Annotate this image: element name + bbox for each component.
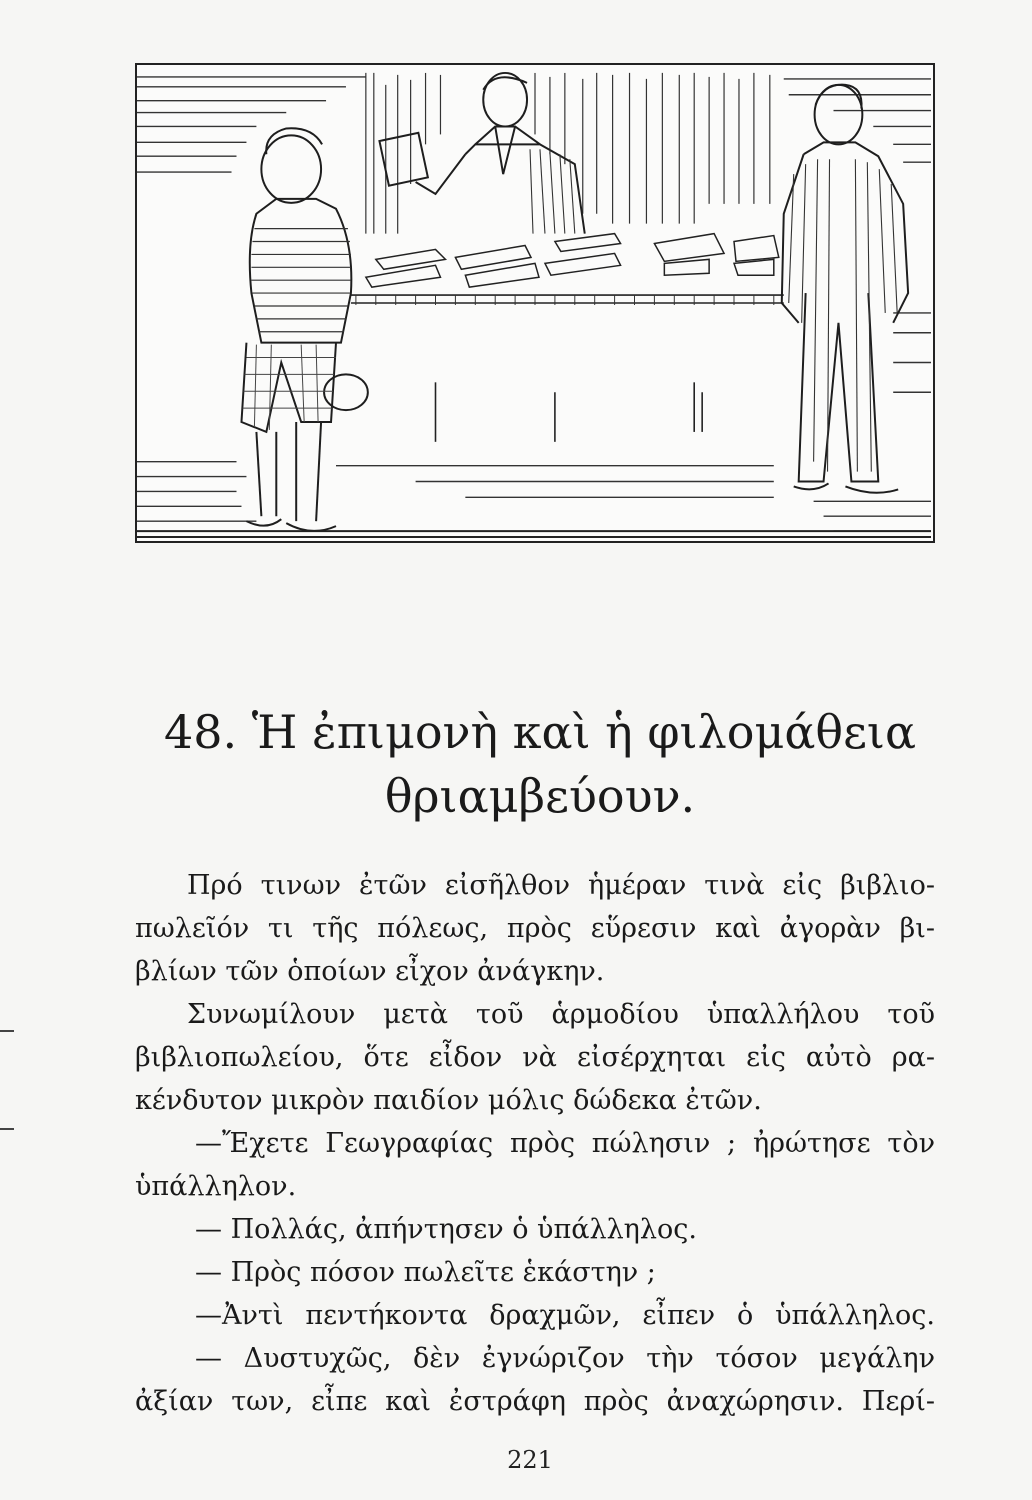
chapter-title-line-1: 48. Ἡ ἐπιμονὴ καὶ ἡ φιλομάθεια xyxy=(163,705,917,759)
books-on-counter xyxy=(366,234,779,288)
text-line: Συνωμίλουν μετὰ τοῦ ἁρμοδίου ὑπαλλήλου τοῦ xyxy=(187,999,935,1030)
text-line: — Πρὸς πόσον πωλεῖτε ἑκάστην ; xyxy=(195,1257,656,1288)
floor xyxy=(137,531,931,537)
counter xyxy=(351,295,784,442)
bookshop-drawing xyxy=(137,65,933,541)
page-number: 221 xyxy=(507,1446,553,1474)
text-line: Πρό τινων ἐτῶν εἰσῆλθον ἡμέραν τινὰ εἰς βιβλιο- xyxy=(187,870,935,901)
binding-mark xyxy=(0,1030,14,1032)
text-line: βλίων τῶν ὁποίων εἶχον ἀνάγκην. xyxy=(135,956,605,987)
text-line: κένδυτον μικρὸν παιδίον μόλις δώδεκα ἐτῶν. xyxy=(135,1085,762,1116)
text-line: ἀξίαν των, εἶπε καὶ ἐστράφη πρὸς ἀναχώρησιν. Περί- xyxy=(135,1386,935,1417)
text-line: — Πολλάς, ἀπήντησεν ὁ ὑπάλληλος. xyxy=(195,1214,697,1245)
boy-figure xyxy=(241,128,367,531)
body-text xyxy=(135,864,935,1423)
boy-sweater-stripes xyxy=(251,229,350,332)
standing-man-figure xyxy=(782,85,908,493)
text-line: πωλεῖόν τι τῆς πόλεως, πρὸς εὕρεσιν καὶ ἀγορὰν βι- xyxy=(135,913,935,944)
text-line: —Ἀντὶ πεντήκοντα δραχμῶν, εἶπεν ὁ ὑπάλληλος. xyxy=(195,1300,935,1331)
text-line: βιβλιοπωλείου, ὅτε εἶδον νὰ εἰσέρχηται εἰς αὐτὸ ρα- xyxy=(135,1042,935,1073)
chapter-title xyxy=(150,700,930,828)
text-line: —Ἔχετε Γεωγραφίας πρὸς πώλησιν ; ἠρώτησε τὸν xyxy=(195,1128,935,1159)
bookshelf-spines xyxy=(366,73,770,234)
text-line: ὑπάλληλον. xyxy=(135,1171,297,1202)
text-line: — Δυστυχῶς, δὲν ἐγνώριζον τὴν τόσον μεγάλην xyxy=(195,1343,935,1374)
bookshop-illustration xyxy=(135,63,935,543)
chapter-title-line-2: θριαμβεύουν. xyxy=(384,769,696,823)
binding-mark xyxy=(0,1128,14,1130)
assistant-suit-stripes xyxy=(530,149,575,233)
